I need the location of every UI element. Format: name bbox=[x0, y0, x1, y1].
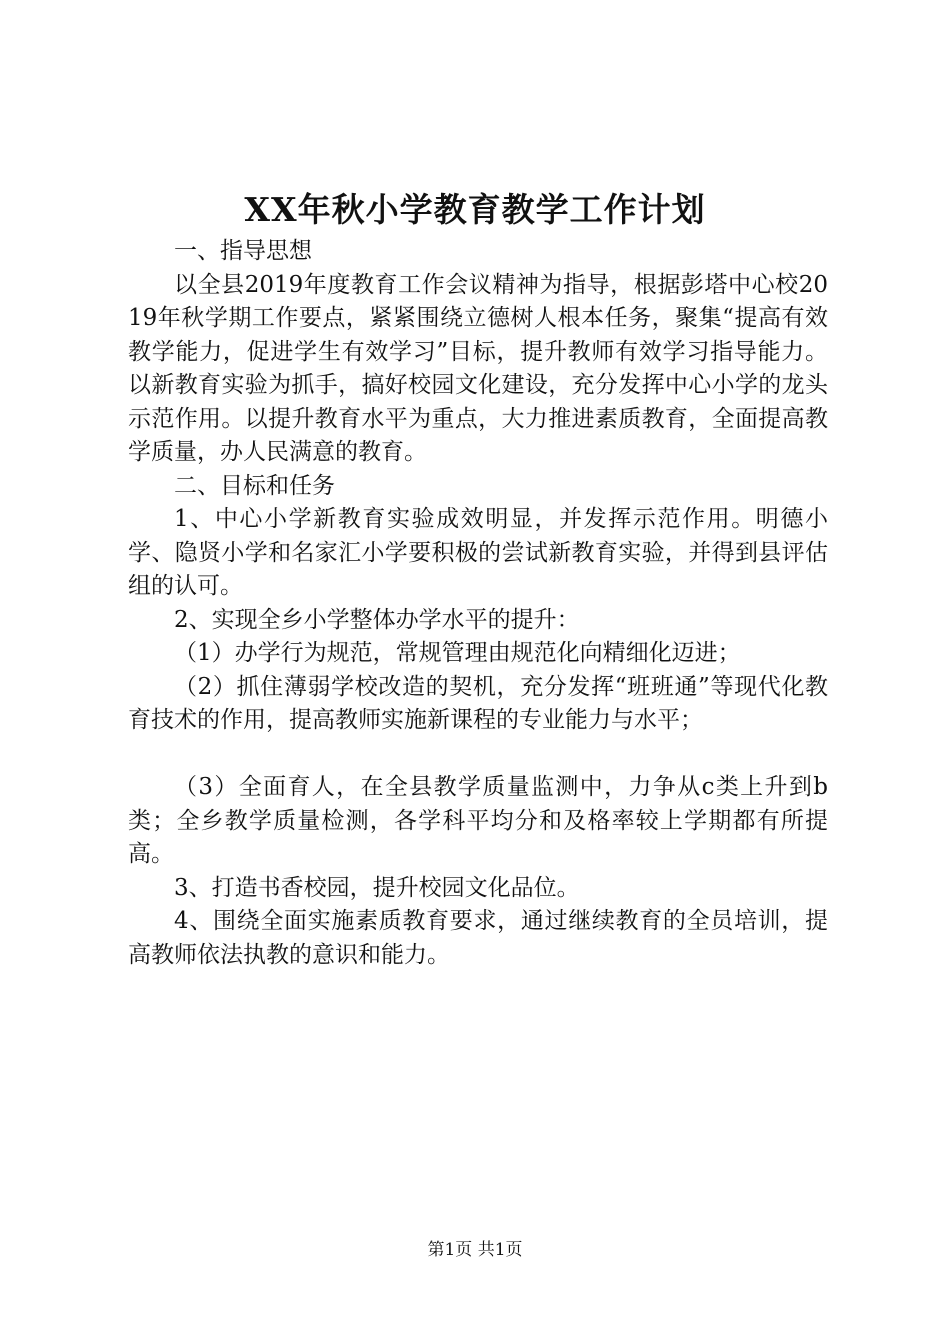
paragraph-goal-1: 1、中心小学新教育实验成效明显，并发挥示范作用。明德小学、隐贤小学和名家汇小学要积极的尝试新教育实验，并得到县评估组的认可。 bbox=[128, 506, 828, 599]
paragraph-goal-2-item-2: （2）抓住薄弱学校改造的契机，充分发挥“班班通”等现代化教育技术的作用，提高教师实施新课程的专业能力与水平； bbox=[128, 673, 828, 733]
heading-goals-and-tasks: 二、目标和任务 bbox=[174, 472, 335, 499]
paragraph-goal-2: 2、实现全乡小学整体办学水平的提升： bbox=[174, 606, 580, 633]
paragraph-guiding-thought: 以全县2019年度教育工作会议精神为指导，根据彭塔中心校2019年秋学期工作要点，紧紧围绕立德树人根本任务，聚集“提高有效教学能力，促进学生有效学习”目标，提升教师有效学习指导能力。以新教育实验为抓手，搞好校园文化建设，充分发挥中心小学的龙头示范作用。以提升教育水平为重点，大力推进素质教育，全面提高教学质量，办人民满意的教育。 bbox=[128, 271, 828, 465]
page-footer: 第1页 共1页 bbox=[427, 1240, 523, 1260]
paragraph-goal-3: 3、打造书香校园，提升校园文化品位。 bbox=[174, 874, 580, 901]
document-title: XX年秋小学教育教学工作计划 bbox=[244, 190, 706, 229]
paragraph-goal-2-item-1: （1）办学行为规范，常规管理由规范化向精细化迈进； bbox=[174, 640, 741, 666]
paragraph-goal-2-item-3: （3）全面育人，在全县教学质量监测中，力争从c类上升到b类；全乡教学质量检测，各学科平均分和及格率较上学期都有所提高。 bbox=[128, 774, 828, 867]
document-body bbox=[128, 235, 828, 972]
paragraph-goal-4: 4、围绕全面实施素质教育要求，通过继续教育的全员培训，提高教师依法执教的意识和能力。 bbox=[128, 908, 828, 968]
heading-guiding-thought: 一、指导思想 bbox=[174, 238, 312, 264]
